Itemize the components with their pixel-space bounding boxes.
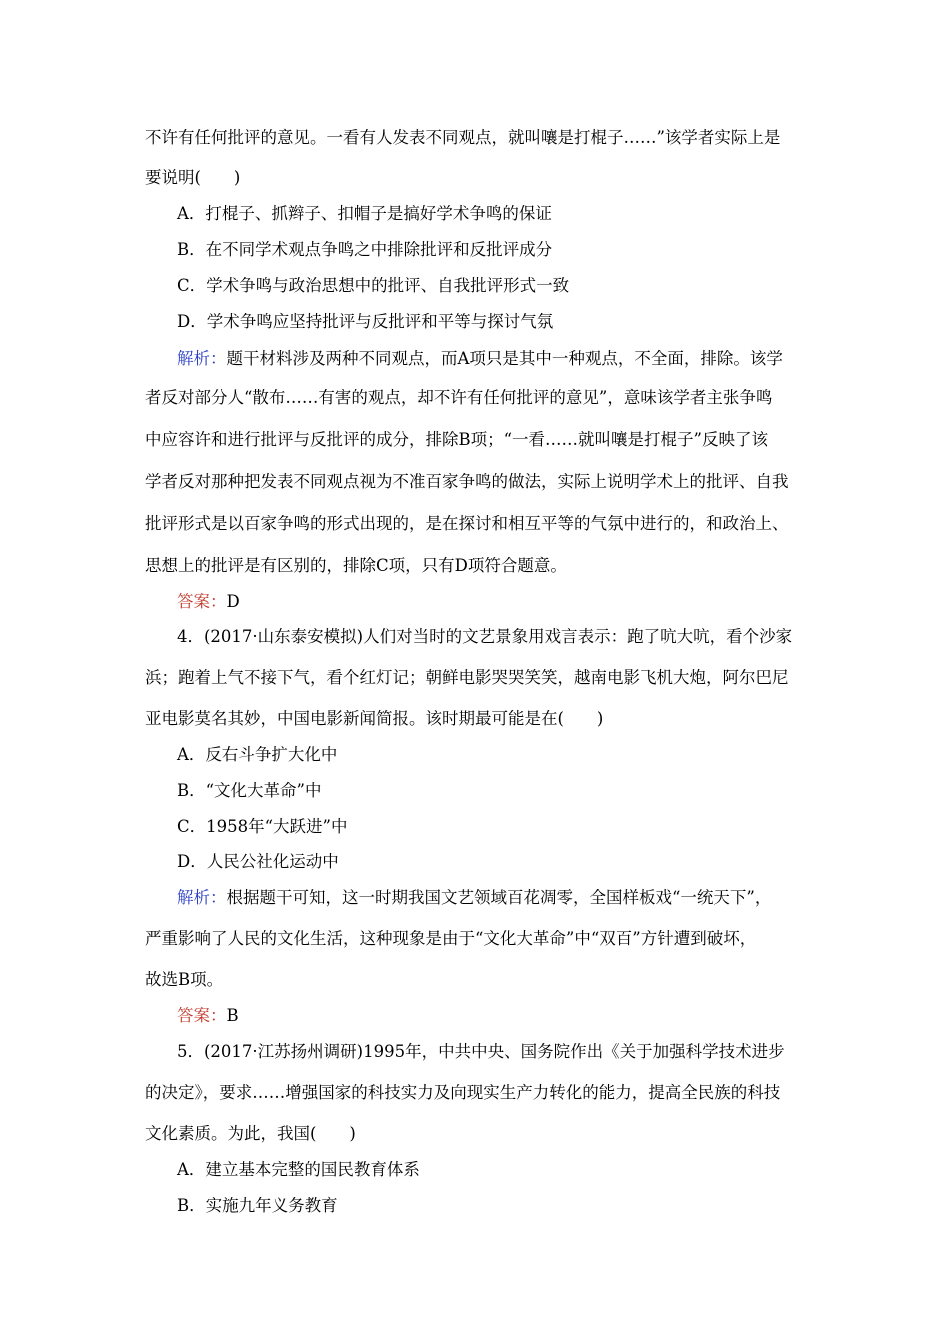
q3-option-c: C．学术争鸣与政治思想中的批评、自我批评形式一致 (177, 276, 570, 295)
q3-option-a: A．打棍子、抓辫子、扣帽子是搞好学术争鸣的保证 (177, 204, 552, 223)
q3-stem-line-1: 不许有任何批评的意见。一看有人发表不同观点，就叫嚷是打棍子……”该学者实际上是 (145, 128, 781, 147)
q5-option-b: B．实施九年义务教育 (177, 1196, 338, 1215)
q3-answer-label: 答案： (177, 592, 227, 611)
q4-answer-value: B (226, 1006, 239, 1025)
q5-stem-line-3: 文化素质。为此，我国( ) (145, 1124, 356, 1143)
q3-analysis-label: 解析： (177, 349, 227, 368)
q4-option-c: C．1958年“大跃进”中 (177, 817, 348, 836)
q4-answer-label: 答案： (177, 1006, 227, 1025)
q3-option-d: D．学术争鸣应坚持批评与反批评和平等与探讨气氛 (177, 312, 554, 331)
q4-stem-line-3: 亚电影莫名其妙，中国电影新闻简报。该时期最可能是在( ) (145, 709, 604, 728)
q4-option-b: B．“文化大革命”中 (177, 781, 322, 800)
q4-stem-line-1: 4．(2017·山东泰安模拟)人们对当时的文艺景象用戏言表示：跑了吭大吭，看个沙家 (177, 627, 793, 646)
q5-stem-line-1: 5．(2017·江苏扬州调研)1995年，中共中央、国务院作出《关于加强科学技术进步 (177, 1042, 785, 1061)
q4-stem-line-2: 浜；跑着上气不接下气，看个红灯记；朝鲜电影哭哭笑笑，越南电影飞机大炮，阿尔巴尼 (145, 668, 789, 687)
q3-answer (177, 592, 240, 612)
q4-answer (177, 1006, 239, 1026)
q3-analysis-line-2: 者反对部分人“散布……有害的观点，却不许有任何批评的意见”，意味该学者主张争鸣 (145, 388, 773, 407)
q3-answer-value: D (226, 592, 240, 611)
q3-stem-line-2: 要说明( ) (145, 168, 241, 187)
q4-analysis-line-1 (177, 888, 771, 908)
q3-analysis-line-5: 批评形式是以百家争鸣的形式出现的，是在探讨和相互平等的气氛中进行的，和政治上、 (145, 514, 789, 533)
q4-analysis-line-2: 严重影响了人民的文化生活，这种现象是由于“文化大革命”中“双百”方针遭到破坏， (145, 929, 757, 948)
q3-analysis-line-3: 中应容许和进行批评与反批评的成分，排除B项；“一看……就叫嚷是打棍子”反映了该 (145, 430, 768, 449)
q4-analysis-text-1: 根据题干可知，这一时期我国文艺领域百花凋零，全国样板戏“一统天下”， (226, 888, 772, 907)
q5-stem-line-2: 的决定》，要求……增强国家的科技实力及向现实生产力转化的能力，提高全民族的科技 (145, 1083, 781, 1102)
q4-analysis-line-3: 故选B项。 (145, 970, 224, 989)
q3-option-b: B．在不同学术观点争鸣之中排除批评和反批评成分 (177, 240, 553, 259)
q3-analysis-line-6: 思想上的批评是有区别的，排除C项，只有D项符合题意。 (145, 556, 567, 575)
q5-option-a: A．建立基本完整的国民教育体系 (177, 1160, 420, 1179)
q4-option-a: A．反右斗争扩大化中 (177, 745, 338, 764)
q3-analysis-line-1 (177, 349, 783, 369)
q3-analysis-line-4: 学者反对那种把发表不同观点视为不准百家争鸣的做法，实际上说明学术上的批评、自我 (145, 472, 789, 491)
q4-analysis-label: 解析： (177, 888, 227, 907)
q4-option-d: D．人民公社化运动中 (177, 852, 339, 871)
q3-analysis-text-1: 题干材料涉及两种不同观点，而A项只是其中一种观点，不全面，排除。该学 (226, 349, 783, 368)
